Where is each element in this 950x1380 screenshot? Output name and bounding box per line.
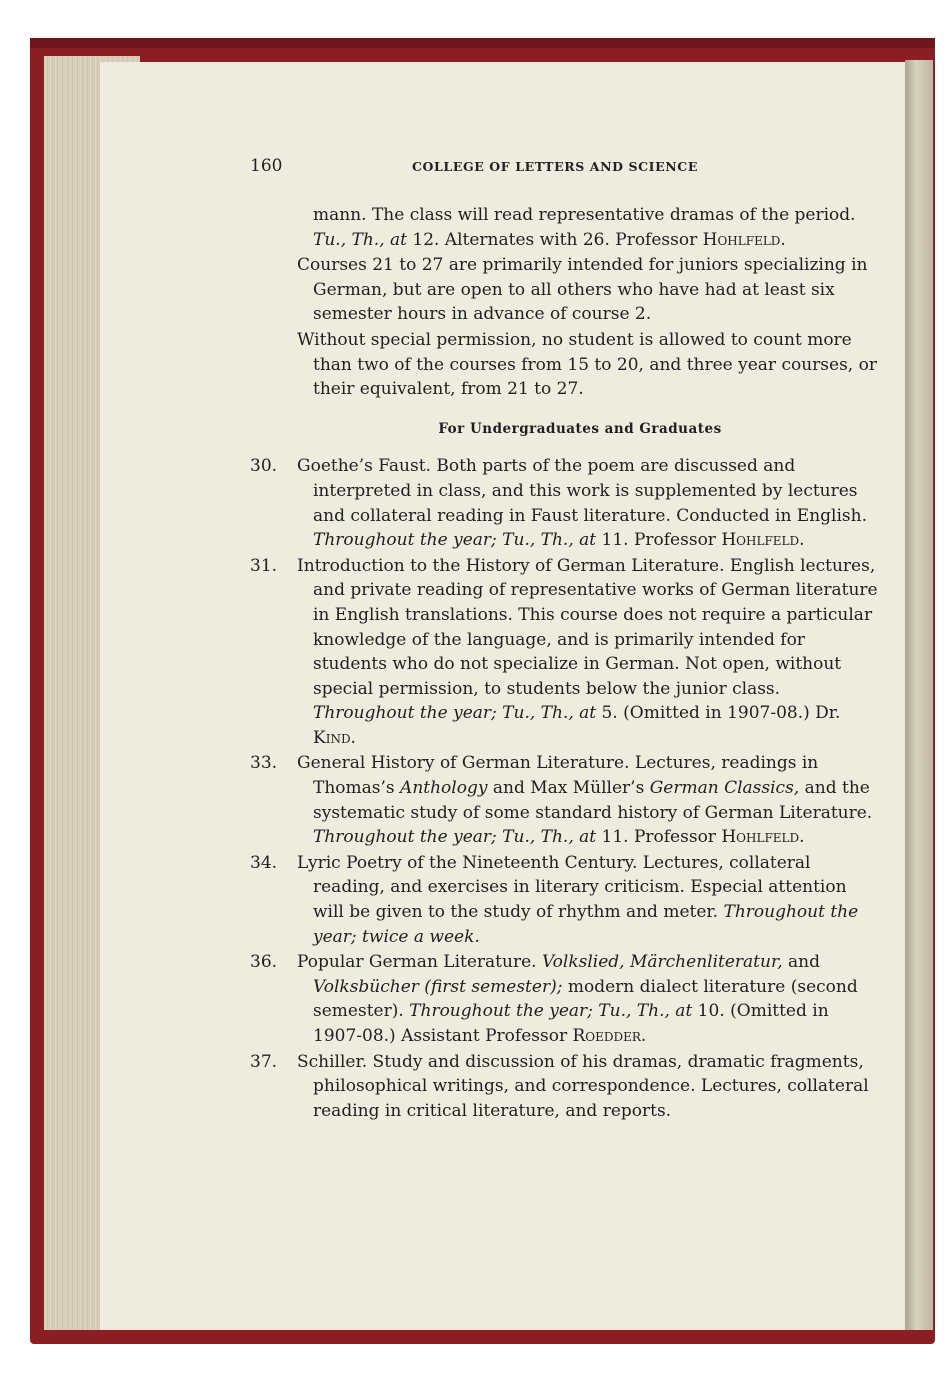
page-number: 160 — [250, 156, 283, 176]
continuation-paragraph: mann. The class will read representative dramas of the period. Tu., Th., at 12. Alternates with 26. Professor Hohlfeld. — [313, 205, 856, 250]
course-entry: 36. Popular German Literature. Volkslied, Märchenliteratur, and Volksbücher (first semester); modern dialect literature (second semester). Throughout the year; Tu., Th., at 10. (Omitted in 1907-08.) Assistant Professor Roedder. — [250, 952, 858, 1046]
course-entry: 30. Goethe’s Faust. Both parts of the poem are discussed and interpreted in class, and this work is supplemented by lectures and collateral reading in Faust literature. Conducted in English. Throughout the year; Tu., Th., at 11. Professor Hohlfeld. — [250, 456, 867, 551]
course-entry: 37. Schiller. Study and discussion of his dramas, dramatic fragments, philosophical writings, and correspondence. Lectures, collateral reading in critical literature, and reports. — [250, 1051, 869, 1121]
course-number: 37. — [250, 1051, 278, 1072]
cover-top-edge — [30, 38, 935, 48]
section-heading: For Undergraduates and Graduates — [438, 420, 722, 437]
course-entry: 33. General History of German Literature. Lectures, readings in Thomas’s Anthology and Max Müller’s German Classics, and the systematic study of some standard history of German Literature. Throughout the year; Tu., Th., at 11. Professor Hohlfeld. — [250, 753, 873, 848]
course-entry: 31. Introduction to the History of German Literature. English lectures, and private reading of representative works of German literature in English translations. This course does not require a particular knowledge of the language, and is primarily intended for students who do not specialize in German. Not open, without special permission, to students below the junior class. Throughout the year; Tu., Th., at 5. (Omitted in 1907-08.) Dr. Kind. — [250, 555, 878, 748]
book-gutter — [905, 60, 933, 1330]
page-header — [250, 156, 880, 180]
course-entry: 34. Lyric Poetry of the Nineteenth Century. Lectures, collateral reading, and exercises in literary criticism. Especial attention will be given to the study of rhythm and meter. Throughout the year; twice a week. — [250, 852, 859, 947]
course-number: 34. — [250, 852, 278, 873]
course-number: 36. — [250, 952, 278, 973]
course-number: 33. — [250, 753, 278, 774]
course-number: 30. — [250, 456, 278, 477]
running-head: COLLEGE OF LETTERS AND SCIENCE — [412, 159, 698, 174]
page-content — [250, 203, 880, 1124]
note-paragraph-2: Without special permission, no student is allowed to count more than two of the courses from 15 to 20, and three year courses, or their equivalent, from 21 to 27. — [297, 329, 877, 400]
course-number: 31. — [250, 555, 278, 576]
note-paragraph-1: Courses 21 to 27 are primarily intended for juniors specializing in German, but are open to all others who have had at least six semester hours in advance of course 2. — [297, 255, 868, 325]
